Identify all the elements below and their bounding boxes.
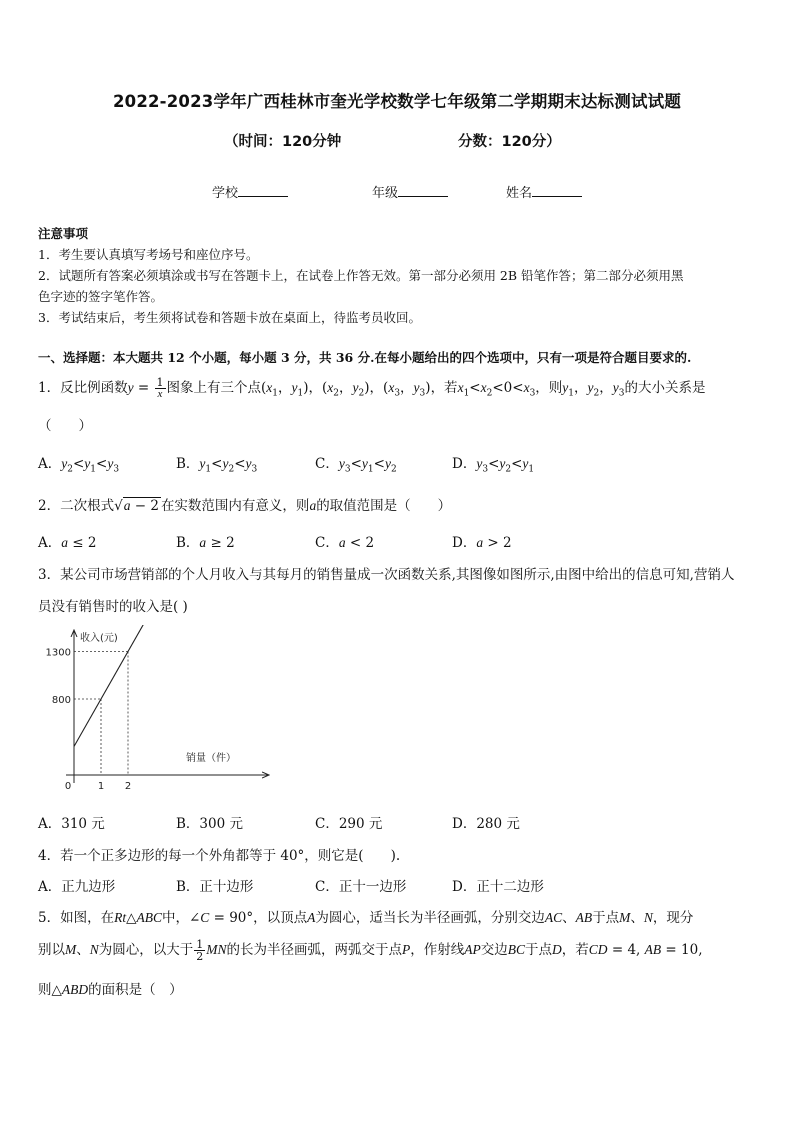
- q3-option-b[interactable]: B．300 元: [176, 816, 243, 832]
- school-label: 学校: [212, 186, 239, 201]
- q2-option-a[interactable]: A．a ≤ 2: [38, 535, 97, 551]
- question-5-line3: 则△ABD的面积是（ ）: [38, 982, 183, 998]
- notes-heading: 注意事项: [38, 226, 89, 241]
- q2-option-b[interactable]: B．a ≥ 2: [176, 535, 235, 551]
- question-2: 2．二次根式√a − 2 在实数范围内有意义，则a的取值范围是（ ）: [38, 498, 452, 514]
- exam-time: （时间：120分钟: [224, 134, 342, 150]
- x-tick-label: 0: [64, 781, 72, 792]
- question-3-line1: 3．某公司市场营销部的个人月收入与其每月的销售量成一次函数关系,其图像如图所示,由图中给出的信息可知,营销人: [38, 567, 735, 583]
- page-title: 2022-2023学年广西桂林市奎光学校数学七年级第二学期期末达标测试试题: [112, 92, 682, 111]
- q4-option-b[interactable]: B．正十边形: [176, 879, 254, 895]
- q3-option-d[interactable]: D．280 元: [452, 816, 520, 832]
- question-1-paren: （ ）: [38, 418, 92, 434]
- q1-option-d[interactable]: D．$y_3<y_2<y_1$: [452, 456, 535, 475]
- q3-option-a[interactable]: A．310 元: [38, 816, 105, 832]
- note-item: 2．试题所有答案必须填涂或书写在答题卡上，在试卷上作答无效。第一部分必须用 2B 铅笔作答；第二部分必须用黑: [38, 268, 684, 283]
- x-tick-label: 1: [97, 781, 105, 792]
- question-5-line1: 5．如图，在Rt△ABC中，∠C = 90°，以顶点A为圆心，适当长为半径画弧，分别交边AC、AB于点M、N，现分: [38, 910, 694, 926]
- grade-blank[interactable]: [398, 184, 448, 197]
- q2-option-c[interactable]: C．a < 2: [315, 535, 375, 551]
- grade-field[interactable]: [372, 182, 448, 201]
- y-tick-label: 1300: [45, 647, 71, 659]
- name-field[interactable]: [506, 182, 582, 201]
- question-5-line2: 别以M、N为圆心，以大于 $\frac{1}{2}$ MN的长为半径画弧，两弧交于点P，作射线AP交边BC于点D，若CD = 4, AB = 10,: [38, 938, 703, 963]
- note-item: 1．考生要认真填写考场号和座位序号。: [38, 247, 259, 262]
- income-chart: [36, 625, 276, 795]
- q4-option-a[interactable]: A．正九边形: [38, 879, 116, 895]
- x-tick-label: 2: [124, 781, 132, 792]
- q4-option-c[interactable]: C．正十一边形: [315, 879, 407, 895]
- x-axis-label: 销量（件）: [186, 753, 236, 764]
- q1-option-c[interactable]: C．$y_3<y_1<y_2$: [315, 456, 397, 475]
- grade-label: 年级: [372, 186, 399, 201]
- school-field[interactable]: [212, 182, 288, 201]
- y-tick-label: 800: [51, 695, 71, 706]
- question-3-line2: 员没有销售时的收入是( ): [38, 599, 188, 615]
- question-4: 4．若一个正多边形的每一个外角都等于 40°，则它是( ).: [38, 848, 401, 864]
- y-axis-label: 收入(元): [80, 633, 118, 644]
- question-1: 1．反比例函数y = $\frac{1}{x}$ 图象上有三个点($x_1$，$y_1$)，($x_2$，$y_2$)，($x_3$，$y_3$)，若$x_1<x_2<0<x_3$，则$y_1$，$y_2$，$y_3$的大小关系是: [38, 376, 706, 400]
- q1-option-a[interactable]: A．$y_2<y_1<y_3$: [38, 456, 120, 475]
- note-item: 3．考试结束后，考生须将试卷和答题卡放在桌面上，待监考员收回。: [38, 310, 421, 325]
- q4-option-d[interactable]: D．正十二边形: [452, 879, 544, 895]
- school-blank[interactable]: [238, 184, 288, 197]
- name-label: 姓名: [506, 186, 533, 201]
- note-item: 色字迹的签字笔作答。: [38, 289, 164, 304]
- q2-option-d[interactable]: D．a > 2: [452, 535, 512, 551]
- exam-score: 分数：120分）: [458, 134, 561, 150]
- section-heading: 一、选择题：本大题共 12 个小题，每小题 3 分，共 36 分.在每小题给出的四个选项中，只有一项是符合题目要求的.: [38, 350, 692, 365]
- q3-option-c[interactable]: C．290 元: [315, 816, 383, 832]
- q1-option-b[interactable]: B．$y_1<y_2<y_3$: [176, 456, 258, 475]
- name-blank[interactable]: [532, 184, 582, 197]
